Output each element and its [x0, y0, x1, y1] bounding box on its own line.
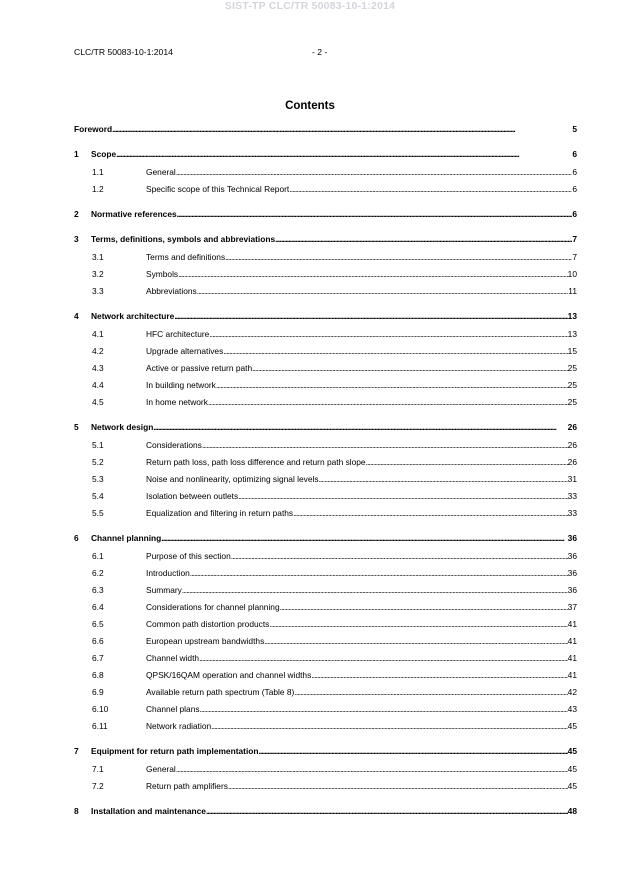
toc-entry-title: Network radiation [146, 721, 212, 731]
toc-entry[interactable] [74, 252, 577, 262]
dot-leader [366, 457, 568, 467]
toc-entry[interactable] [74, 167, 577, 177]
toc-entry-title: Installation and maintenance [91, 806, 206, 816]
toc-entry-title: Abbreviations [146, 286, 197, 296]
toc-entry-number: 5.5 [92, 508, 104, 518]
toc-entry-title: Scope [91, 149, 117, 159]
toc-entry-title: Equalization and filtering in return paths [146, 508, 294, 518]
toc-entry[interactable] [74, 380, 577, 390]
toc-entry-number: 7.1 [92, 764, 104, 774]
toc-entry[interactable] [74, 721, 577, 731]
toc-entry[interactable] [74, 602, 577, 612]
dot-leader [153, 422, 567, 432]
dot-leader [176, 764, 568, 774]
toc-entry-number: 6.8 [92, 670, 104, 680]
toc-entry-number: 1.2 [92, 184, 104, 194]
dot-leader [228, 781, 568, 791]
toc-entry-title: Considerations for channel planning [146, 602, 280, 612]
dot-leader [223, 346, 567, 356]
toc-entry-title: European upstream bandwidths [146, 636, 265, 646]
toc-entry-title: QPSK/16QAM operation and channel widths [146, 670, 312, 680]
toc-entry-page: 41 [567, 636, 577, 646]
toc-entry[interactable] [74, 585, 577, 595]
toc-entry-page: 25 [567, 397, 577, 407]
dot-leader [264, 636, 567, 646]
toc-entry-page: 42 [567, 687, 577, 697]
toc-entry-title: Channel planning [91, 533, 162, 543]
toc-entry[interactable] [74, 397, 577, 407]
toc-entry[interactable] [74, 269, 577, 279]
dot-leader [293, 508, 568, 518]
toc-entry-number: 3.2 [92, 269, 104, 279]
toc-entry-number: 2 [74, 209, 79, 219]
toc-entry-number: 3.1 [92, 252, 104, 262]
dot-leader [280, 602, 568, 612]
toc-entry[interactable] [74, 568, 577, 578]
toc-entry-page: 26 [567, 440, 577, 450]
dot-leader [182, 585, 568, 595]
toc-entry-title: Noise and nonlinearity, optimizing signal levels [146, 474, 319, 484]
toc-entry-page: 25 [567, 363, 577, 373]
toc-entry[interactable] [74, 124, 577, 134]
watermark: SIST-TP CLC/TR 50083-10-1:2014 [224, 0, 396, 12]
toc-entry-number: 5.2 [92, 457, 104, 467]
page-title: Contents [285, 100, 335, 112]
toc-entry-title: Equipment for return path implementation [91, 746, 259, 756]
toc-entry-page: 41 [567, 653, 577, 663]
toc-entry-page: 7 [572, 234, 577, 244]
toc-entry[interactable] [74, 474, 577, 484]
toc-entry-page: 41 [567, 619, 577, 629]
toc-entry-number: 7.2 [92, 781, 104, 791]
toc-entry-number: 5.4 [92, 491, 104, 501]
toc-entry-page: 36 [567, 551, 577, 561]
dot-leader [269, 619, 567, 629]
dot-leader [225, 252, 572, 262]
dot-leader [319, 474, 568, 484]
dot-leader [197, 286, 569, 296]
toc-entry-number: 1.1 [92, 167, 104, 177]
toc-entry-page: 45 [567, 746, 577, 756]
toc-entry-title: Foreword [74, 124, 113, 134]
dot-leader [112, 124, 572, 134]
toc-entry-number: 5.3 [92, 474, 104, 484]
dot-leader [161, 533, 567, 543]
toc-entry-title: Upgrade alternatives [146, 346, 224, 356]
toc-entry-title: Terms and definitions [146, 252, 226, 262]
toc-entry-title: Network design [91, 422, 154, 432]
dot-leader [231, 551, 568, 561]
toc-entry[interactable] [74, 491, 577, 501]
dot-leader [209, 329, 567, 339]
toc-entry-number: 6.4 [92, 602, 104, 612]
toc-entry-page: 36 [567, 585, 577, 595]
toc-entry-title: Isolation between outlets [146, 491, 239, 501]
toc-entry-page: 5 [572, 124, 577, 134]
toc-entry-number: 5.1 [92, 440, 104, 450]
toc-entry-number: 3 [74, 234, 79, 244]
toc-entry[interactable] [74, 704, 577, 714]
toc-entry[interactable] [74, 286, 577, 296]
toc-entry-title: Terms, definitions, symbols and abbreviations [91, 234, 276, 244]
toc-entry-number: 4.5 [92, 397, 104, 407]
toc-entry-title: Channel plans [146, 704, 200, 714]
toc-entry-number: 6.10 [92, 704, 109, 714]
toc-entry-page: 13 [567, 311, 577, 321]
toc-entry-page: 10 [567, 269, 577, 279]
toc-entry-page: 6 [572, 209, 577, 219]
dot-leader [238, 491, 567, 501]
toc-entry-title: Available return path spectrum (Table 8) [146, 687, 295, 697]
toc-entry-page: 7 [572, 252, 577, 262]
toc-entry[interactable] [74, 149, 577, 159]
dot-leader [289, 184, 572, 194]
toc-entry-page: 36 [567, 533, 577, 543]
toc-entry-page: 6 [572, 149, 577, 159]
toc-entry-title: Active or passive return path [146, 363, 253, 373]
toc-entry-number: 6.1 [92, 551, 104, 561]
dot-leader [177, 209, 573, 219]
toc-entry-page: 37 [567, 602, 577, 612]
dot-leader [190, 568, 568, 578]
toc-entry-number: 8 [74, 806, 79, 816]
toc-entry[interactable] [74, 440, 577, 450]
toc-entry[interactable] [74, 806, 577, 816]
toc-entry[interactable] [74, 457, 577, 467]
toc-entry[interactable] [74, 781, 577, 791]
toc-entry-number: 4.3 [92, 363, 104, 373]
toc-entry[interactable] [74, 363, 577, 373]
toc-entry[interactable] [74, 687, 577, 697]
toc-entry-page: 33 [567, 508, 577, 518]
toc-entry[interactable] [74, 329, 577, 339]
toc-entry[interactable] [74, 184, 577, 194]
toc-entry[interactable] [74, 422, 577, 432]
toc-entry-title: In building network [146, 380, 216, 390]
toc-entry[interactable] [74, 508, 577, 518]
toc-entry-title: Normative references [91, 209, 177, 219]
toc-entry-page: 26 [567, 422, 577, 432]
toc-entry[interactable] [74, 636, 577, 646]
toc-entry[interactable] [74, 619, 577, 629]
toc-entry-title: Purpose of this section [146, 551, 231, 561]
toc-entry-page: 36 [567, 568, 577, 578]
toc-entry-title: Specific scope of this Technical Report [146, 184, 290, 194]
toc-entry-title: In home network [146, 397, 208, 407]
toc-entry-page: 13 [567, 329, 577, 339]
toc-entry-number: 7 [74, 746, 79, 756]
toc-entry-page: 26 [567, 457, 577, 467]
dot-leader [199, 653, 568, 663]
toc-entry-title: Symbols [146, 269, 179, 279]
toc-entry-title: Network architecture [91, 311, 175, 321]
page-number: - 2 - [312, 47, 328, 57]
toc-entry[interactable] [74, 746, 577, 756]
toc-entry[interactable] [74, 311, 577, 321]
toc-entry-number: 5 [74, 422, 79, 432]
toc-entry-number: 6.5 [92, 619, 104, 629]
toc-entry-page: 11 [568, 286, 577, 296]
toc-entry[interactable] [74, 551, 577, 561]
toc-entry-page: 48 [567, 806, 577, 816]
toc-entry[interactable] [74, 234, 577, 244]
dot-leader [259, 746, 568, 756]
dot-leader [174, 311, 567, 321]
document-id: CLC/TR 50083-10-1:2014 [74, 47, 173, 57]
toc-entry-page: 15 [567, 346, 577, 356]
toc-entry-number: 4.1 [92, 329, 104, 339]
dot-leader [200, 704, 568, 714]
dot-leader [176, 167, 573, 177]
toc-entry-page: 41 [567, 670, 577, 680]
toc-entry-page: 43 [567, 704, 577, 714]
dot-leader [252, 363, 568, 373]
toc-entry-number: 6.11 [92, 721, 108, 731]
dot-leader [208, 397, 568, 407]
toc-entry-number: 6.7 [92, 653, 104, 663]
dot-leader [211, 721, 568, 731]
toc-entry-number: 3.3 [92, 286, 104, 296]
toc-entry-number: 4.2 [92, 346, 104, 356]
toc-entry[interactable] [74, 670, 577, 680]
dot-leader [116, 149, 572, 159]
dot-leader [275, 234, 572, 244]
toc-entry-number: 1 [74, 149, 79, 159]
toc-entry-title: Summary [146, 585, 182, 595]
toc-entry[interactable] [74, 764, 577, 774]
toc-entry-page: 25 [567, 380, 577, 390]
toc-entry-title: Return path amplifiers [146, 781, 228, 791]
toc-entry-number: 6.9 [92, 687, 104, 697]
dot-leader [178, 269, 568, 279]
toc-entry-number: 6.2 [92, 568, 104, 578]
toc-entry-title: Channel width [146, 653, 200, 663]
dot-leader [206, 806, 568, 816]
toc-entry-number: 4.4 [92, 380, 104, 390]
toc-entry[interactable] [74, 653, 577, 663]
toc-entry-title: General [146, 764, 176, 774]
toc-entry-title: HFC architecture [146, 329, 210, 339]
toc-entry-page: 45 [567, 764, 577, 774]
toc-entry[interactable] [74, 209, 577, 219]
toc-entry-title: Considerations [146, 440, 202, 450]
toc-entry-page: 45 [567, 781, 577, 791]
toc-entry-title: Introduction [146, 568, 190, 578]
toc-entry-page: 31 [567, 474, 577, 484]
dot-leader [202, 440, 568, 450]
toc-entry-page: 6 [572, 184, 577, 194]
toc-entry[interactable] [74, 533, 577, 543]
toc-entry-title: Common path distortion products [146, 619, 270, 629]
toc-entry-page: 45 [567, 721, 577, 731]
dot-leader [294, 687, 567, 697]
toc-entry-page: 33 [567, 491, 577, 501]
toc-entry-number: 6.6 [92, 636, 104, 646]
toc-entry-page: 6 [572, 167, 577, 177]
toc-entry-number: 6 [74, 533, 79, 543]
toc-entry[interactable] [74, 346, 577, 356]
toc-entry-number: 6.3 [92, 585, 104, 595]
dot-leader [311, 670, 567, 680]
toc-entry-number: 4 [74, 311, 79, 321]
dot-leader [216, 380, 568, 390]
toc-entry-title: Return path loss, path loss difference and return path slope [146, 457, 366, 467]
toc-entry-title: General [146, 167, 176, 177]
